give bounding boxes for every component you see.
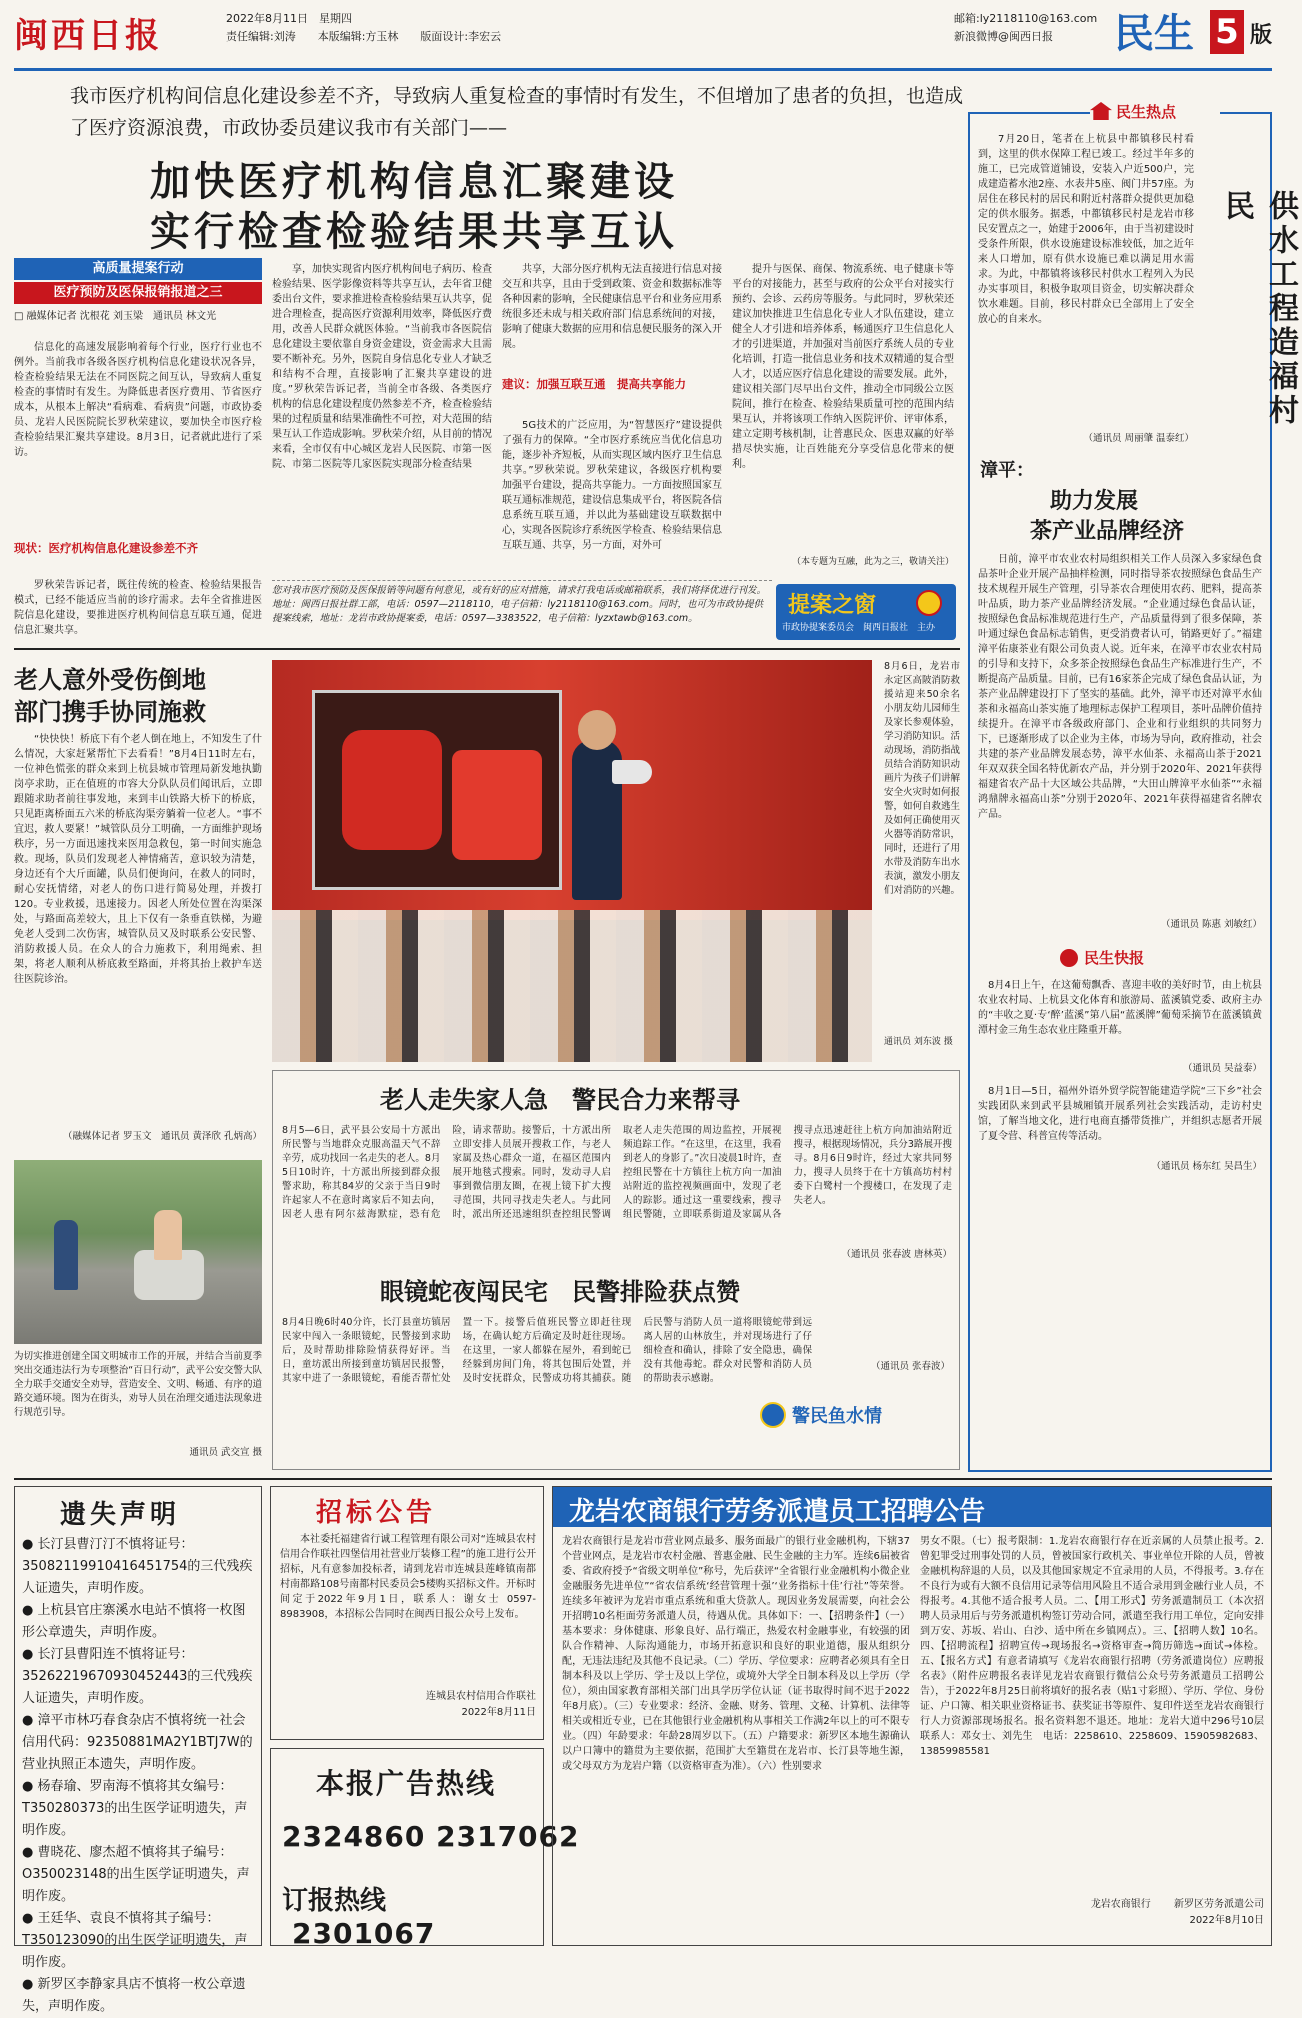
flower-icon [1060, 949, 1078, 967]
police-badge [760, 1400, 950, 1432]
emblem-icon [916, 590, 942, 616]
lost-item: ● 长汀县曹阳连不慎将证号：35262219670930452443的三代残疾人证遗失，声明作废。 [22, 1647, 253, 1706]
series-tag-top: 高质量提案行动 [14, 258, 262, 280]
lost-item: ● 王廷华、袁良不慎将其子编号：T350123090的出生医学证明遗失，声明作废。 [22, 1911, 248, 1970]
tender-date: 2022年8月11日 [461, 1707, 536, 1718]
elder-title-1: 老人意外受伤倒地 [14, 665, 206, 694]
recruit-title-bar [553, 1487, 1271, 1527]
recruit-col2: 男女不限。（七）报考限制：1.龙岩农商银行存在近亲属的人员禁止报考。2.曾犯罪受过刑事处罚的人员，曾被国家行政机关、事业单位开除的人员，曾被金融机构辞退的人员，以及其他国家规定不宜录用的人员，不得报考。3.存在不良行为或有大额不良信用记录等信用风险且不适合录用到金融行业人员，不得报考。4.其他不适合报考人员。二、【用工形式】劳务派遣制员工（本次招聘人员录用后与劳务派遣机构签订劳动合同，派遣至我行用工单位，定向安排到万安、苏坂、岩山、白沙、适中所在乡镇网点）。三、【招聘人数】10名。四、【招聘流程】招聘宣传→现场报名→资格审查→简历筛选→面试→体检。五、【报名方式】有意者请填写《龙岩农商银行招聘（劳务派遣岗位）应聘报名表》（附件应聘报名表详见龙岩农商银行微信公众号劳务派遣员工招聘公告），于2022年8月25日前将填好的报名表（贴1寸彩照）、学历、学位、身份证、户口簿、相关职业资格证书、获奖证书等原件、复印件送至龙岩农商银行行人力资源部现场报名。报名资料恕不退还。地址：龙岩大道中296号10层 联系人：邓女士、刘先生 电话：2258610、2258609、15905982683、13859985581 [920, 1536, 1274, 1757]
lead-col1-a: 信息化的高速发展影响着每个行业，医疗行业也不例外。当前我市各级各医疗机构信息化建设状况各异，检查检验结果无法在不同医院之间互认，导致病人重复检查的事情时有发生。为降低患者医疗费用、节省医疗成本，从根本上解决“看病难、看病贵”问题，市政协委员、龙岩人民医院院长罗秋荣建议，要加快全市医疗检查检验结果汇聚共享建设。8月3日，记者就此进行了采访。 [14, 342, 262, 458]
subscribe-line [282, 1880, 538, 1950]
quick-1: 8月4日上午，在这葡萄飘香、喜迎丰收的美好时节，由上杭县农业农村局、上杭县文化体育和旅游局、蓝溪镇党委、政府主办的“丰收之夏·专‘醉’蓝溪”第八届“蓝溪牌”葡萄采摘节在蓝溪镇黄潭村金三角生态农业庄隆重开幕。 [978, 980, 1262, 1036]
recruit-title: 龙岩农商银行劳务派遣员工招聘公告 [569, 1497, 986, 1527]
page-number-box [1210, 10, 1244, 54]
proposal-badge-title: 提案之窗 [788, 592, 877, 618]
pump-unit [452, 750, 542, 860]
missing-title: 老人走失家人急 警民合力来帮寻 [380, 1085, 740, 1114]
lost-item: ● 杨春瑜、罗南海不慎将其女编号：T350280373的出生医学证明遗失，声明作废。 [22, 1779, 248, 1838]
police-emblem-icon [760, 1402, 786, 1428]
traffic-caption: 为切实推进创建全国文明城市工作的开展，并结合当前夏季突出交通违法行为专项整治“百日行动”，武平公安交警大队全力联手交通安全劝导，营造安全、文明、畅通、有序的道路交通环境。图为在街头，劝导人员在治理交通违法现象进行规范引导。 [14, 1351, 262, 1418]
masthead-editors: 责任编辑:刘涛 本版编辑:方玉林 版面设计:李宏云 [226, 30, 502, 43]
missing-body: 8月5—6日，武平县公安局十方派出所民警与当地群众克服高温天气不辞辛劳，成功找回一名走失的老人。8月5日10时许，十方派出所接到群众报警求助，称其84岁的父亲于当日9时许起家人不在意时离家后不知去向，因老人患有阿尔兹海默症，恐有危险，请求帮助。接警后，十方派出所立即安排人员展开搜救工作，与老人家属及热心群众一道，在福区范围内展开地毯式搜索。同时，发动寻人启事到微信朋友圈，在视上镜下扩大搜寻范围，共同寻找走失老人。与此同时，派出所还迅速组织查控组民警调取老人走失范围的周边监控，开展视频追踪工作。“在这里，在这里，我看到老人的身影了。”次日凌晨1时许，查控组民警在十方镇往上杭方向一加油站附近的监控视频画面中，发现了老人的踪影。通过这一重要线索，搜寻组民警随，立即联系街道及家属从各搜寻点迅速赶往上杭方向加油站附近搜寻，根据现场情况，兵分3路展开搜寻。8月6日9时许，经过大家共同努力，搜寻人员终于在十方镇高坊村村委下白鹭村一个搜楼口，在发现了走失老人。 [282, 1125, 952, 1220]
elder-body: “快快快！桥底下有个老人倒在地上，不知发生了什么情况，大家赶紧帮忙下去看看！”8月4日11时左右，一位神色慌张的群众来到上杭县城市管理局新发地执勤岗亭求助，正在值班的市容大分队队员们闻讯后，立即跟随求助者前往事发地，来到丰山铁路大桥下的桥底，只见距离桥面五六米的桥底沟渠旁躺着一位老人。“事不宜迟，救人要紧！”城管队员分工明确，一方面维护现场秩序，另一方面迅速找来医用急救包，第一时间实施急救。现场，队员们发现老人神情痛苦，意识较为清楚，身边还有个大斤面罐，队员们便询问，在救人的同时，耐心安抚情绪，对老人的伤口进行简易处理，并拨打120。专业救援，迅速接力。因老人所处位置在沟渠深处，与路面高差较大，且上下仅有一条垂直铁梯，为避免老人受到二次伤害，城管队员又及时联系公安民警、消防救援人员。在众人的合力施救下，利用绳索、担架，将老人顺利从桥底救至路面，并将其抬上救护车送往医院诊治。 [14, 734, 262, 985]
tea-credit: （通讯员 陈惠 刘敏红） [1160, 919, 1262, 930]
megaphone-icon [612, 760, 652, 784]
lead-intro: 我市医疗机构间信息化建设参差不齐，导致病人重复检查的事情时有发生，不但增加了患者的负担，也造成了医疗资源浪费，市政协委员建议我市有关部门—— [70, 85, 964, 139]
series-tag [14, 258, 262, 304]
quick-label: 民生快报 [1084, 949, 1145, 967]
rider-figure [154, 1210, 182, 1260]
hose-reel [342, 730, 442, 850]
recruit-signers [920, 1898, 1264, 1912]
subhead-status [14, 540, 262, 556]
elder-credit: （融媒体记者 罗玉文 通讯员 黄泽欣 孔炳高） [14, 1130, 262, 1144]
proposal-badge [776, 584, 956, 640]
lead-col4-note: （本专题为互融，此为之三，敬请关注） [791, 557, 954, 567]
quick-badge [1060, 946, 1200, 970]
masthead-rule [14, 68, 1272, 71]
recruit-signer-1: 龙岩农商银行 [1090, 1899, 1151, 1910]
tea-body: 日前，漳平市农业农村局组织相关工作人员深入多家绿色食品茶叶企业开展产品抽样检测，同时指导茶农按照绿色食品生产技术规程开展生产管理，引导茶农合理使用农药、肥料，提高茶叶品质，助力茶产业品牌经济发展。“企业通过绿色食品认证，按照绿色食品标准规范进行生产，产品质量得到了很多保障，茶叶通过绿色食品标志销售，更受消费者认可，销路更好了。”福建漳平佑康茶业有限公司负责人说。近年来，在漳平市农业农村局的引导和支持下，众多茶企按照绿色食品生产标准进行生产，不断提高产品质量。目前，已有16家茶企完成了绿色食品认证，为茶产业品牌建设打下了坚实的基础。此外，漳平市还对漳平水仙茶和永福高山茶实施了地理标志保护工程项目，茶叶品牌价值持续提升。在漳平市各级政府部门、企业和行业组织的共同努力下，已逐渐形成了以企业为主体，市场为导向，政府推动，社会共建的茶产业品牌发展态势，漳平水仙茶、永福高山茶于2021年双双获全国名特优新农产品，并分别于2020年、2021年获得福建省农产品十大区域公共品牌，“大田山牌漳平水仙茶”“永福鸿鼎牌永福高山茶”分别于2020年、2021年获得福建省名牌农产品。 [978, 554, 1262, 820]
snake-credit: （通讯员 张春波） [870, 1361, 950, 1372]
lead-col3-a: 共享，大部分医疗机构无法直接进行信息对接交互和共享，且由于受到政策、资金和数据标准等各种因素的影响，全民健康信息平台和业务应用系统很多还未成与相关政府部门信息系统间的对接，影响了健康大数据的应用和信息便民服务的深入开展。 [502, 264, 722, 350]
tender-title: 招标公告 [316, 1498, 437, 1528]
house-icon [1090, 102, 1112, 120]
hot-badge [1090, 100, 1220, 124]
masthead-weibo: 新浪微博@闽西日报 [954, 30, 1053, 43]
lead-footnote: 您对我市医疗预防及医保报销等问题有何意见，或有好的应对措施，请求打我电话或邮箱联系，我们将择优进行刊发。地址：闽西日报社群工部，电话：0597—2118110，电子信箱：ly2118110@163.com。同时，也可为市政协提供提案线索，地址：龙岩市政协提案委，电话：0597—3383522，电子信箱：lyzxtawb@163.com。 [272, 580, 772, 638]
subhead-suggest [502, 376, 722, 393]
lost-item: ● 长汀县曹汀汀不慎将证号：35082119910416451754的三代残疾人证遗失，声明作废。 [22, 1537, 253, 1596]
lead-byline: □ 融媒体记者 沈根花 刘玉梁 通讯员 林文光 [14, 311, 217, 322]
water-title: 供水工程造福村民 [1219, 190, 1298, 428]
masthead-email: 邮箱:ly2118110@163.com [954, 12, 1098, 25]
section-name: 民生 [1114, 10, 1194, 57]
subscribe-number: 2301067 [292, 1917, 436, 1950]
lead-title-2: 实行检查检验结果共享互认 [150, 208, 678, 255]
hotline-title: 本报广告热线 [316, 1767, 497, 1800]
snake-body: 8月4日晚6时40分许，长汀县童坊镇居民家中闯入一条眼镜蛇，民警接到求助后，及时帮助排除险情获得好评。当日，童坊派出所接到童坊镇居民报警，其家中进了一条眼镜蛇，看能否帮忙处置一下。接警后值班民警立即赶往现场，在确认蛇方后确定及时赶往现场。在这里，一家人都躲在屋外，看到蛇已经躲到房间门角，将其包围后处置，并及时安抚群众，民警成功将其捕获。随后民警与消防人员一道将眼镜蛇带到远离人居的山林放生，并对现场进行了仔细检查和确认，排除了安全隐患，确保没有其他毒蛇。群众对民警和消防人员的帮助表示感谢。 [282, 1317, 812, 1384]
series-tag-bottom: 医疗预防及医保报销报道之三 [14, 282, 262, 304]
water-credit: （通讯员 周丽肇 温泰红） [1083, 433, 1194, 444]
lead-title-1: 加快医疗机构信息汇聚建设 [150, 158, 678, 205]
newspaper-flag: 闽西日报 [14, 16, 162, 56]
subscribe-label: 订报热线 [282, 1886, 387, 1916]
missing-credit: （通讯员 张春波 唐林英） [841, 1249, 952, 1260]
children-crowd [272, 910, 872, 1062]
fire-caption: 8月6日，龙岩市永定区高陂消防救援站迎来50余名小朋友幼儿园师生及家长参观体验，学习消防知识。活动现场，消防指战员结合消防知识动画片为孩子们讲解安全火灾时如何报警，如何自救逃生及如何正确使用灭火器等消防常识，同时，还进行了用水带及消防车出水表演，激发小朋友们对消防的兴趣。 [884, 661, 961, 896]
officer-figure [54, 1220, 78, 1290]
quick-2: 8月1日—5日，福州外语外贸学院智能建造学院“三下乡”社会实践团队来到武平县城厢镇开展系列社会实践活动，走访村史馆，了解当地文化，进行电商直播带货推广，并组织志愿者开展了夏令营、科普宣传等活动。 [978, 1086, 1262, 1142]
traffic-credit: 通讯员 武交宣 摄 [189, 1447, 262, 1458]
firefighter-head [578, 710, 616, 750]
recruit-signer-2: 新罗区劳务派遣公司 [1174, 1899, 1264, 1910]
lead-col4: 提升与医保、商保、物流系统、电子健康卡等平台的对接能力，甚至与政府的公众平台对接实行预约、会诊、云药房等服务。与此同时，罗秋荣还建议加快推进卫生信息化专业人才队伍建设，建立健全人才引进和培养体系，畅通医疗卫生信息化人才的引进渠道，并加强对当前医疗系统人员的专业化培训，打造一批信息业务和技术双精通的复合型人才，以适应医疗信息化建设的需要发展。此外，建议相关部门尽早出台文件，推动全市同级公立医院间，推行在检查、检验结果质量可控的范围内结果互认，并将该项工作纳入医院评价、评审体系，建立定期考核机制，让普惠民众、医患双赢的好举措尽快实施，让百姓能充分享受信息化带来的便利。 [732, 264, 954, 470]
elder-title-2: 部门携手协同施救 [14, 697, 206, 726]
tea-place: 漳平： [980, 460, 1034, 481]
hotline-numbers: 2324860 2317062 [282, 1820, 580, 1853]
tender-body: 本社委托福建省行诚工程管理有限公司对“连城县农村信用合作联社四堡信用社营业厅装修工程”的施工进行公开招标，凡有意参加投标者，请到龙岩市连城县莲峰镇南都村南都路108号南都村民委员会5楼购买招标文件。开标时间定于2022年9月1日，联系人：谢女士 0597-8983908，本招标公告同时在闽西日报公众号上发布。 [280, 1534, 536, 1620]
lost-item: ● 新罗区李静家具店不慎将一枚公章遗失，声明作废。 [22, 1977, 246, 2014]
subhead-suggest-text: 建议：加强互联互通 提高共享能力 [502, 377, 686, 391]
hot-label: 民生热点 [1116, 103, 1177, 121]
ads-rule [14, 1478, 1272, 1480]
lead-col2: 享，加快实现省内医疗机构间电子病历、检查检验结果、医学影像资料等共享互认，去年省卫健委出台文件，要求推进检查检验结果互认共享，促进合理检查，提高医疗资源利用效率，降低医疗费用，改善人民群众就医体验。“当前我市各医院信息化建设主要依靠自身资金建设，资金需求大且需要不断补充。另外，医院自身信息化专业人才缺乏和结构不合理，直接影响了汇聚共享建设的进度。”罗秋荣告诉记者，当前全市各级、各类医疗机构的信息化建设程度仍然参差不齐，检查检验结果的过程质量和结果准确性不可控，对大范围的结果互认工作造成影响。罗秋荣介绍，从目前的情况来看，全市仅有中心城区龙岩人民医院、市第一医院、市第二医院等几家医院实现部分检查结果 [272, 264, 492, 470]
water-body: 7月20日，笔者在上杭县中都镇移民村看到，这里的供水保障工程已竣工。经过半年多的施工，已完成管道铺设，安装入户近500户，完成建造蓄水池2座、水表井5座、阀门井57座。为居住在移民村的居民和附近村落群众提供更加稳定的供水服务。据悉，中都镇移民村是龙岩市移民安置点之一，始建于2006年，由于当初建设时受条件所限，供水设施建设标准较低，加之近年来人口增加，原有供水设施已难以满足用水需求。为此，中都镇将该移民村供水工程列入为民办实事项目，积极争取项目资金，切实解决群众饮水难题。目前，移民村群众已全部用上了安全放心的自来水。 [978, 134, 1194, 325]
tea-title-1: 助力发展 [1050, 488, 1139, 514]
fire-station-photo [272, 660, 872, 1062]
lost-notice-title: 遗失声明 [60, 1500, 181, 1530]
masthead [14, 0, 1274, 68]
subhead-status-text: 现状：医疗机构信息化建设参差不齐 [14, 541, 198, 555]
fire-credit: 通讯员 刘东波 摄 [884, 1037, 953, 1047]
snake-title: 眼镜蛇夜闯民宅 民警排险获点赞 [380, 1277, 740, 1306]
recruit-col1: 龙岩农商银行是龙岩市营业网点最多、服务面最广的银行业金融机构，下辖37个营业网点，是龙岩市农村金融、普惠金融、民生金融的主力军。连续6届被省委、省政府授予“省级文明单位”称号，先后获评“全省银行业金融机构小微企业金融服务先进单位”“省农信系统‘经营管理十强’‘业务指标十佳’行社”等荣誉。连续多年被评为龙岩市重点系统和重大贷款人。现因业务发展需要，向社会公开招聘10名柜面劳务派遣人员，待遇从优。具体如下：一、【招聘条件】（一）基本要求：身体健康、形象良好、品行端正，热爱农村金融事业，有较强的团队合作精神、人际沟通能力，市场开拓意识和良好的职业道德，服从组织分配，无违法违纪及其他不良记录。（二）学历、学位要求：应聘者必须具有全日制本科及以上学历、学士及以上学位，或境外大学全日制本科及以上学历（学位），须由国家教育部相关部门出具学历学位认证（证书取得时间不迟于2022年8月底）。（三）专业要求：经济、金融、财务、管理、文秘、计算机、法律等相关或相近专业，已在其他银行业金融机构从事相关工作满2年以上的可不限专业。（四）年龄要求：年龄28周岁以下。（五）户籍要求：新罗区本地生源确认以户口簿中的籍贯为主要依据，范围扩大至籍贯在龙岩市、长汀县等地生源，或父母双方为龙岩户籍（以资格审查为准）。（六）性别要求 [562, 1536, 910, 1772]
lead-col3-b: 5G技术的广泛应用，为“智慧医疗”建设提供了强有力的保障。“全市医疗系统应当优化信息功能，逐步补齐短板，从而实现区域内医疗卫生信息共享。”罗秋荣说。罗秋荣建议，各级医疗机构要加强平台建设，提高共享能力。一方面按照国家互联互通标准规范，建设信息集成平台，将医院各信息系统互联互通，并以此为基础建设互联数据中心，实现各医院诊疗系统医学检查、检验结果信息互联互通、共享，另一方面，对外可 [502, 420, 722, 551]
lost-item: ● 上杭县官庄寨溪水电站不慎将一枚图形公章遗失，声明作废。 [22, 1603, 246, 1640]
quick-1-credit: （通讯员 吴益泰） [1182, 1063, 1262, 1074]
lost-item: ● 曹晓花、廖杰超不慎将其子编号：O350023148的出生医学证明遗失，声明作废。 [22, 1845, 250, 1904]
lead-col1-b: 罗秋荣告诉记者，既往传统的检查、检验结果报告模式，已经不能适应当前的诊疗需求。去年全省推进医院信息化建设，要推进医疗机构间信息互联互通，促进信息汇聚共享。 [14, 580, 262, 636]
page-number: 5 [1215, 12, 1239, 52]
police-badge-text: 警民鱼水情 [792, 1406, 882, 1427]
traffic-photo [14, 1160, 262, 1344]
lost-item: ● 漳平市林巧春食杂店不慎将统一社会信用代码：92350881MA2Y1BTJ7W的营业执照正本遗失，声明作废。 [22, 1713, 253, 1772]
recruit-date: 2022年8月10日 [1189, 1915, 1264, 1926]
quick-2-credit: （通讯员 杨东红 吴昌生） [1151, 1161, 1262, 1172]
tea-title-2: 茶产业品牌经济 [1030, 518, 1185, 544]
page-unit: 版 [1250, 22, 1273, 48]
lost-notice-list [22, 1534, 256, 2018]
proposal-badge-sub: 市政协提案委员会 闽西日报社 主办 [782, 623, 936, 633]
lead-bottom-rule [14, 648, 960, 650]
tender-signer: 连城县农村信用合作联社 [426, 1691, 536, 1702]
masthead-date: 2022年8月11日 星期四 [226, 12, 352, 25]
